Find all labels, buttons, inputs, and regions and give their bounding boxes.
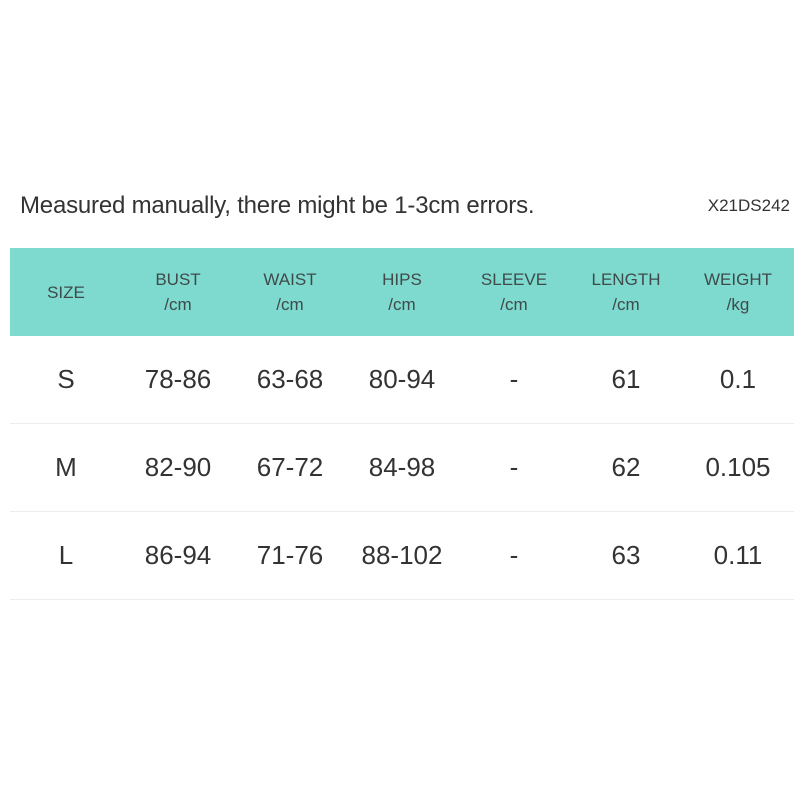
header-length xyxy=(570,267,682,317)
header-label: WEIGHT xyxy=(704,270,772,289)
header-unit: /cm xyxy=(276,295,304,314)
header-unit: /kg xyxy=(726,295,750,314)
cell-length: 61 xyxy=(611,364,641,394)
cell-bust: 78-86 xyxy=(144,364,212,394)
cell-bust: 86-94 xyxy=(144,540,212,570)
header-sleeve xyxy=(458,267,570,317)
header-waist xyxy=(234,267,346,317)
cell-sleeve: - xyxy=(509,364,519,394)
header-label: HIPS xyxy=(382,270,422,289)
cell-hips: 80-94 xyxy=(368,364,436,394)
header-unit: /cm xyxy=(164,295,192,314)
table-row xyxy=(10,336,794,424)
size-chart-table xyxy=(10,248,794,600)
measurement-note: Measured manually, there might be 1-3cm errors. xyxy=(20,192,535,219)
cell-size: S xyxy=(57,364,75,394)
header-label: LENGTH xyxy=(591,270,661,289)
cell-bust: 82-90 xyxy=(144,452,212,482)
cell-hips: 84-98 xyxy=(368,452,436,482)
table-header-row xyxy=(10,248,794,336)
cell-waist: 63-68 xyxy=(256,364,324,394)
header-unit: /cm xyxy=(388,295,416,314)
header-weight xyxy=(682,267,794,317)
header-unit: /cm xyxy=(612,295,640,314)
cell-length: 63 xyxy=(611,540,641,570)
note-row xyxy=(20,188,790,224)
cell-size: M xyxy=(55,452,77,482)
header-label: WAIST xyxy=(263,270,317,289)
header-hips xyxy=(346,267,458,317)
header-unit: /cm xyxy=(500,295,528,314)
header-label: SLEEVE xyxy=(480,270,548,289)
cell-waist: 67-72 xyxy=(256,452,324,482)
cell-weight: 0.105 xyxy=(705,452,771,482)
table-row xyxy=(10,512,794,600)
cell-sleeve: - xyxy=(509,452,519,482)
product-code: X21DS242 xyxy=(707,196,790,215)
header-size xyxy=(10,280,122,305)
header-label: SIZE xyxy=(47,282,85,302)
cell-weight: 0.1 xyxy=(719,364,757,394)
cell-sleeve: - xyxy=(509,540,519,570)
cell-hips: 88-102 xyxy=(361,540,443,570)
cell-size: L xyxy=(58,540,74,570)
cell-waist: 71-76 xyxy=(256,540,324,570)
header-bust xyxy=(122,267,234,317)
table-row xyxy=(10,424,794,512)
cell-length: 62 xyxy=(611,452,641,482)
cell-weight: 0.11 xyxy=(713,540,763,570)
header-label: BUST xyxy=(155,270,201,289)
